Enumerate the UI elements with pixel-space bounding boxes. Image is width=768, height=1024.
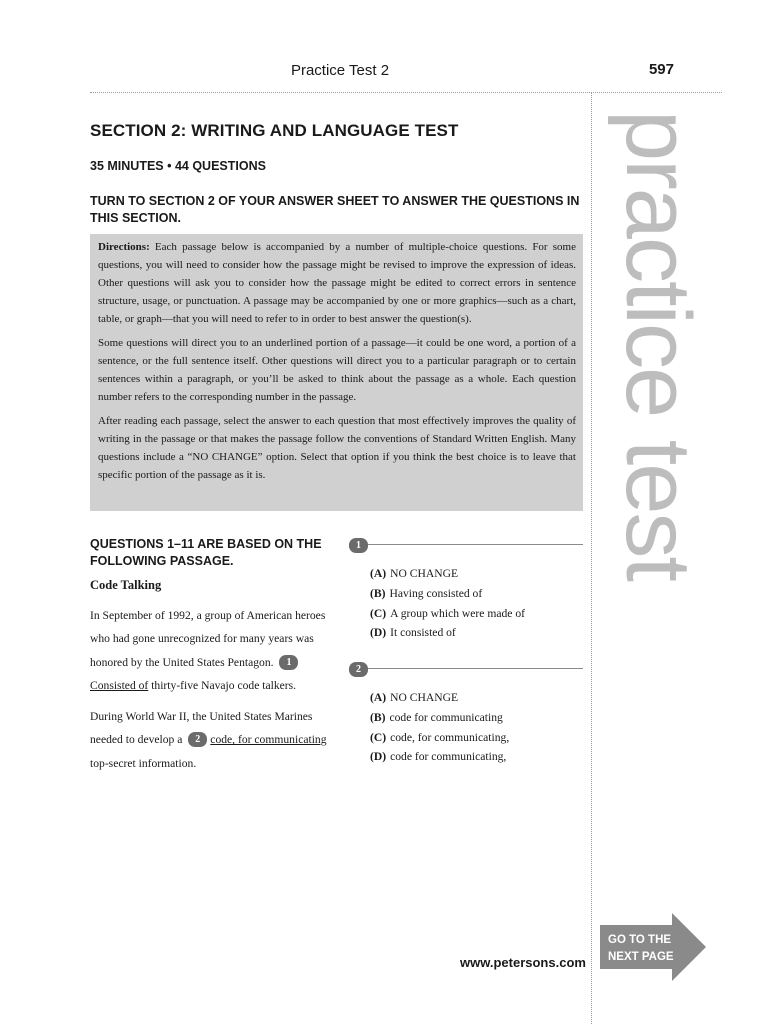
option-letter: (D) <box>370 626 387 640</box>
margin-divider <box>591 93 592 1024</box>
option-letter: (A) <box>370 691 387 704</box>
question-divider <box>349 668 583 669</box>
option-letter: (C) <box>370 730 387 744</box>
passage-body <box>90 604 340 783</box>
option-text: code for communicating, <box>390 750 507 764</box>
passage-title: Code Talking <box>90 578 162 592</box>
option-text: code, for communicating, <box>390 730 510 744</box>
option-text: Having consisted of <box>389 586 483 600</box>
answer-option-a[interactable] <box>370 564 583 584</box>
publisher-url[interactable]: www.petersons.com <box>460 955 586 970</box>
answer-sheet-instruction: TURN TO SECTION 2 OF YOUR ANSWER SHEET TO ANSWER THE QUESTIONS IN THIS SECTION. <box>90 194 580 225</box>
option-text: A group which were made of <box>390 606 526 620</box>
option-text: It consisted of <box>390 626 456 640</box>
underlined-portion-2[interactable]: code, for communicating <box>210 733 327 747</box>
passage-text: In September of 1992, a group of American heroes who had gone unrecognized for many years was honored by the United States Pentagon. <box>90 609 326 669</box>
passage-paragraph-2 <box>90 705 340 775</box>
header-divider <box>90 92 722 93</box>
option-text: code for communicating <box>389 710 503 724</box>
underlined-portion-1[interactable]: Consisted of <box>90 678 149 692</box>
directions-lead: Directions: <box>98 241 150 253</box>
answer-option-a[interactable] <box>370 688 583 708</box>
answer-option-c[interactable] <box>370 604 583 624</box>
directions-paragraph-1 <box>98 238 576 328</box>
question-divider <box>349 544 583 545</box>
option-letter: (A) <box>370 567 387 580</box>
answer-option-b[interactable] <box>370 708 583 728</box>
answer-options <box>370 564 583 643</box>
directions-paragraph-3: After reading each passage, select the answer to each question that most effectively improves the quality of writing in the passage or that makes the passage follow the conventions of Standard Written English. Many questions include a “NO CHANGE” option. Select that option if you think the best choice is to leave that specific portion of the passage as it is. <box>98 415 576 481</box>
answer-option-d[interactable] <box>370 747 583 767</box>
running-title: Practice Test 2 <box>290 62 390 79</box>
directions-text-1: Each passage below is accompanied by a number of multiple-choice questions. For some questions, you will need to consider how the passage might be revised to improve the expression of ideas. Other questions will ask you to consider how the passage might be edited to correct errors in sentence structure, usage, or punctuation. A passage may be accompanied by one or more graphics—such as a chart, table, or graph—that you will need to refer to in order to best answer the question(s). <box>98 241 576 325</box>
directions-box <box>90 234 583 511</box>
answer-option-c[interactable] <box>370 728 583 748</box>
question-marker-1[interactable]: 1 <box>279 655 298 670</box>
answer-option-d[interactable] <box>370 623 583 643</box>
passage-paragraph-1 <box>90 604 340 697</box>
option-text: NO CHANGE <box>390 691 459 704</box>
next-page-arrow[interactable] <box>600 913 706 981</box>
page-number: 597 <box>648 61 674 78</box>
passage-text: top-secret information. <box>90 756 197 770</box>
next-page-label-line-1: GO TO THE <box>608 934 672 946</box>
section-title: SECTION 2: WRITING AND LANGUAGE TEST <box>90 121 459 140</box>
passage-text: thirty-five Navajo code talkers. <box>148 678 297 692</box>
question-2 <box>349 660 583 767</box>
next-page-label-line-2: NEXT PAGE <box>608 951 674 963</box>
answer-option-b[interactable] <box>370 584 583 604</box>
answer-options <box>370 688 583 767</box>
option-letter: (C) <box>370 606 387 620</box>
passage-text: During World War II, the United States Marines needed to develop a <box>90 710 313 747</box>
time-and-question-count: 35 MINUTES • 44 QUESTIONS <box>90 159 266 173</box>
question-1 <box>349 536 583 643</box>
option-letter: (D) <box>370 750 387 764</box>
option-text: NO CHANGE <box>390 567 459 580</box>
question-marker-2[interactable]: 2 <box>188 732 207 747</box>
option-letter: (B) <box>370 586 386 600</box>
question-number-badge: 2 <box>349 662 368 677</box>
directions-paragraph-2: Some questions will direct you to an underlined portion of a passage—it could be one word, a portion of a sentence, or the full sentence itself. Other questions will direct you to a particular paragraph or to certain sentences within a paragraph, or you’ll be asked to think about the passage as a whole. Each question number refers to the corresponding number in the passage. <box>98 337 576 403</box>
question-number-badge: 1 <box>349 538 368 553</box>
next-page-label <box>608 932 688 966</box>
passage-header: QUESTIONS 1–11 ARE BASED ON THE FOLLOWING PASSAGE. <box>90 537 322 568</box>
option-letter: (B) <box>370 710 386 724</box>
side-tab-label: practice test <box>607 110 709 580</box>
